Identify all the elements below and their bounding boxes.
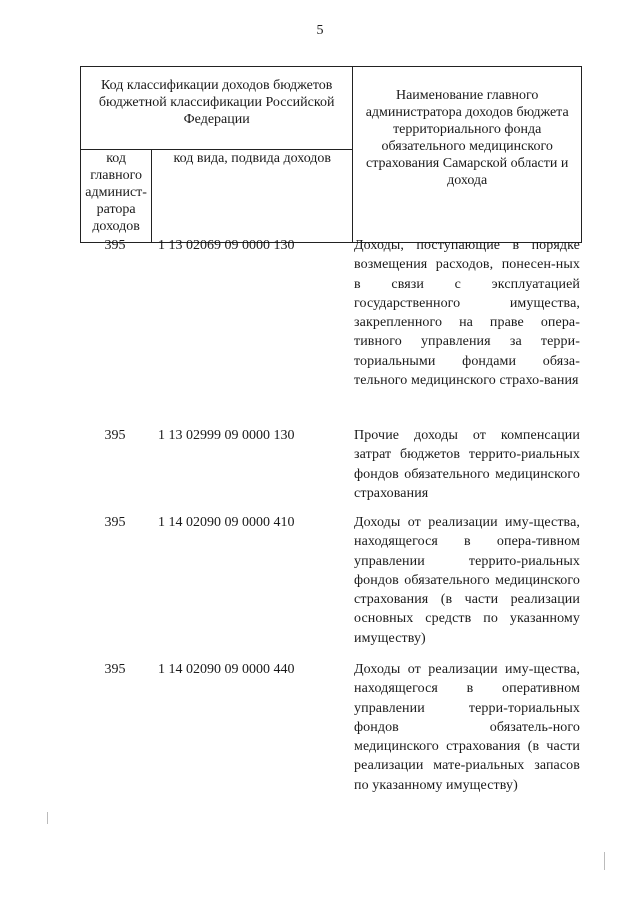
income-code: 1 13 02999 09 0000 130 — [158, 428, 295, 443]
table-row — [80, 660, 582, 820]
col-admin-code-header: код главного админист-ратора доходов — [81, 150, 152, 243]
income-code: 1 14 02090 09 0000 440 — [158, 662, 295, 677]
page-number: 5 — [316, 23, 324, 38]
scan-mark — [604, 852, 605, 870]
income-description: Доходы, поступающие в порядке возмещения расходов, понесен-ных в связи с эксплуатацией государственного имущества, закрепленного на праве опера-тивного управления за терри-ториальными фондами обяза-тельного медицинского страхо-вания — [354, 238, 580, 389]
table-row — [80, 426, 582, 513]
administrator-title: Наименование главного администратора доходов бюджета территориального фонда обязательного медицинского страхования Самарской области и дохода — [365, 88, 569, 188]
table-header — [80, 66, 582, 243]
administrator-title-cell — [353, 67, 582, 243]
admin-code: 395 — [104, 238, 126, 253]
admin-code: 395 — [104, 428, 126, 443]
income-code: 1 13 02069 09 0000 130 — [158, 238, 295, 253]
income-description: Доходы от реализации иму-щества, находящегося в опера-тивном управлении террито-риальных фондов обязательного медицинского страхования (в части реализации основных средств по указанному имуществу) — [354, 515, 580, 646]
col-income-code-header: код вида, подвида доходов — [152, 150, 353, 243]
scan-mark — [47, 812, 48, 824]
admin-code: 395 — [104, 662, 126, 677]
classification-title: Код классификации доходов бюджетов бюджетной классификации Российской Федерации — [81, 67, 353, 150]
table-row — [80, 513, 582, 660]
table-row — [80, 236, 582, 426]
income-description: Доходы от реализации иму-щества, находящегося в оперативном управлении терри-ториальных фондов обязатель-ного медицинского страхования (в части реализации мате-риальных запасов по указанному имуществу) — [354, 662, 580, 793]
admin-code: 395 — [104, 515, 126, 530]
table-body — [80, 236, 582, 820]
income-code: 1 14 02090 09 0000 410 — [158, 515, 295, 530]
income-description: Прочие доходы от компенсации затрат бюджетов террито-риальных фондов обязательного медицинского страхования — [354, 428, 580, 501]
